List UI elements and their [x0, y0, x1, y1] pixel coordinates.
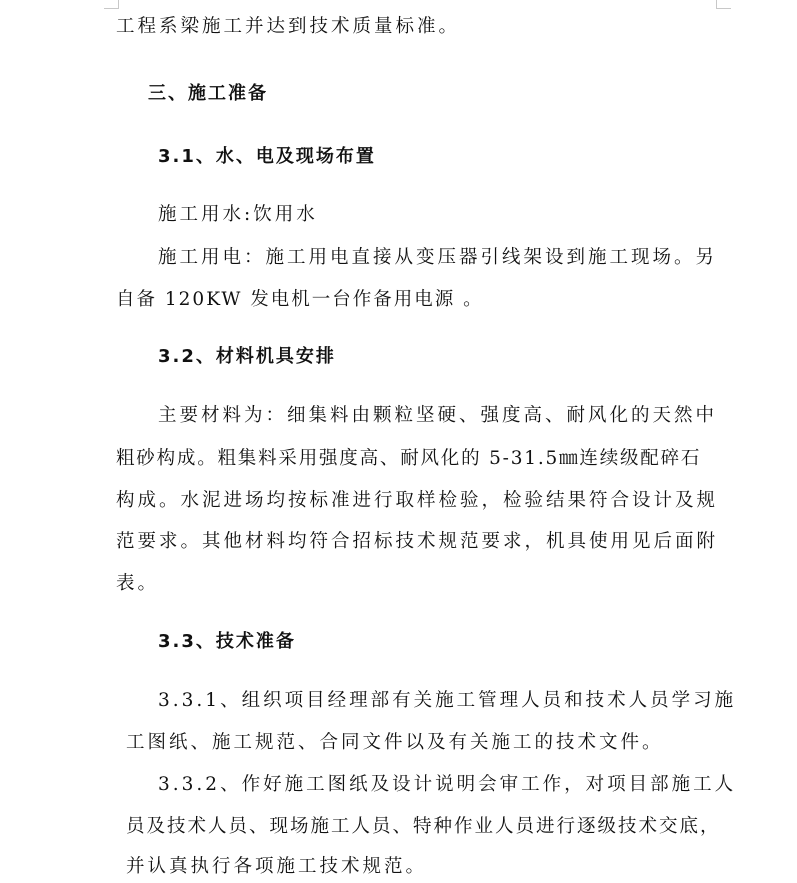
paragraph-line: 范要求。其他材料均符合招标技术规范要求，机具使用见后面附	[116, 531, 719, 552]
left-margin-corner-mark	[104, 0, 119, 9]
paragraph-line: 3.3.1、组织项目经理部有关施工管理人员和技术人员学习施	[158, 690, 737, 711]
paragraph-line: 3.3.2、作好施工图纸及设计说明会审工作，对项目部施工人	[158, 774, 737, 795]
paragraph-line: 施工用水:饮用水	[158, 204, 318, 225]
subsection-heading: 3.1、水、电及现场布置	[158, 146, 376, 167]
paragraph-line: 自备 120KW 发电机一台作备用电源 。	[116, 289, 484, 310]
subsection-heading: 3.2、材料机具安排	[158, 346, 336, 367]
paragraph-line: 并认真执行各项施工技术规范。	[126, 856, 428, 877]
paragraph-line: 工程系梁施工并达到技术质量标准。	[116, 16, 461, 37]
paragraph-line: 粗砂构成。粗集料采用强度高、耐风化的 5-31.5㎜连续级配碎石	[116, 448, 702, 469]
paragraph-line: 构成。水泥进场均按标准进行取样检验，检验结果符合设计及规	[116, 490, 719, 511]
paragraph-line: 表。	[116, 573, 160, 594]
right-margin-corner-mark	[716, 0, 731, 9]
paragraph-line: 工图纸、施工规范、合同文件以及有关施工的技术文件。	[126, 732, 664, 753]
paragraph-line: 主要材料为：细集料由颗粒坚硬、强度高、耐风化的天然中	[158, 405, 718, 426]
section-heading: 三、施工准备	[148, 83, 268, 104]
paragraph-line: 员及技术人员、现场施工人员、特种作业人员进行逐级技术交底，	[126, 816, 721, 837]
paragraph-line: 施工用电：施工用电直接从变压器引线架设到施工现场。另	[158, 247, 718, 268]
subsection-heading: 3.3、技术准备	[158, 631, 296, 652]
